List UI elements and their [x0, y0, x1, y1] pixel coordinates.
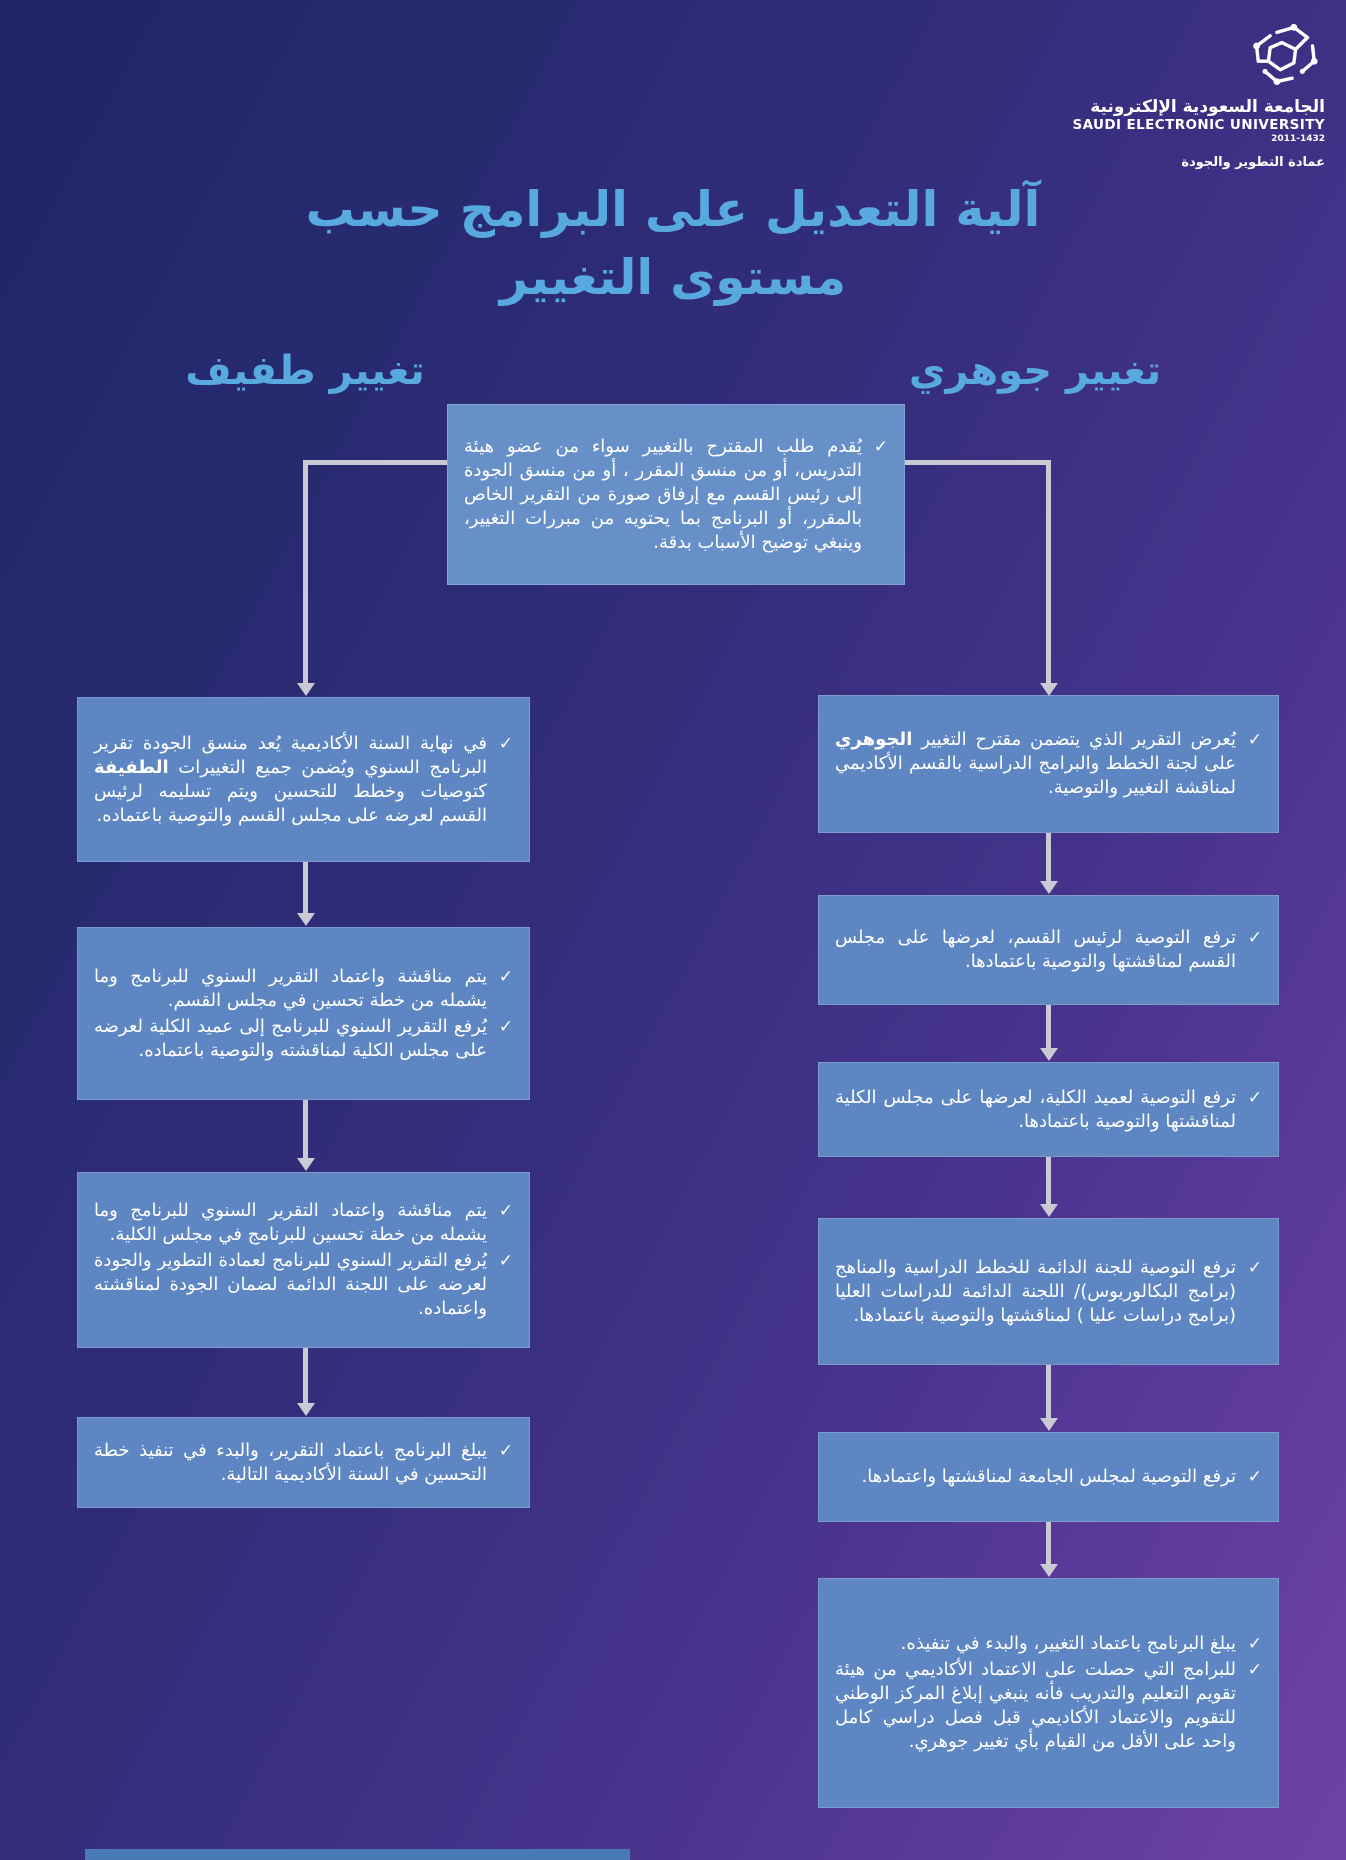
major-box-1 — [818, 695, 1279, 833]
arrow-major-4 — [1046, 1365, 1051, 1418]
bottom-decoration-bar — [85, 1849, 630, 1860]
university-logo — [1025, 22, 1325, 170]
checklist-item — [464, 435, 888, 555]
major-box-5 — [818, 1432, 1279, 1522]
checklist-item — [94, 1249, 513, 1321]
checklist-item — [94, 732, 513, 828]
checklist-item — [835, 1658, 1262, 1754]
checklist-item-text: ترفع التوصية لرئيس القسم، لعرضها على مجلس القسم لمناقشتها والتوصية باعتمادها. — [835, 927, 1236, 972]
connector-line-minor-vertical — [303, 460, 308, 684]
checklist-item-text: ترفع التوصية لعميد الكلية، لعرضها على مجلس الكلية لمناقشتها والتوصية باعتمادها. — [835, 1086, 1236, 1132]
checklist-item-text: يُرفع التقرير السنوي للبرنامج لعمادة التطوير والجودة لعرضه على اللجنة الدائمة لضمان الجودة لمناقشته واعتماده. — [94, 1250, 487, 1319]
checklist-item — [835, 1632, 1262, 1656]
page-title — [0, 176, 1346, 311]
university-logo-icon — [1243, 22, 1321, 92]
check-icon: ✓ — [1247, 1087, 1262, 1108]
check-icon: ✓ — [873, 436, 888, 457]
arrow-down-icon — [1040, 1564, 1058, 1577]
check-icon: ✓ — [498, 1016, 513, 1037]
minor-box-2 — [77, 927, 530, 1100]
check-icon: ✓ — [1247, 928, 1262, 948]
page-title-line1: آلية التعديل على البرامج حسب — [305, 181, 1041, 238]
checklist-item — [835, 728, 1262, 800]
arrow-down-icon — [1040, 683, 1058, 696]
checklist-item-text: يتم مناقشة واعتماد التقرير السنوي للبرنامج وما يشمله من خطة تحسين للبرنامج في مجلس الكلية. — [94, 1200, 487, 1245]
checklist-item-text: يُعرض التقرير الذي يتضمن مقترح التغيير الجوهري على لجنة الخطط والبرامج الدراسية بالقسم الأكاديمي لمناقشة التغيير والتوصية. — [835, 729, 1236, 798]
minor-box-3 — [77, 1172, 530, 1348]
minor-box-1 — [77, 697, 530, 862]
major-change-header: تغيير جوهري — [908, 348, 1162, 394]
arrow-major-3 — [1046, 1157, 1051, 1204]
minor-box-4 — [77, 1417, 530, 1508]
connector-line-minor — [303, 460, 447, 465]
arrow-down-icon — [1040, 881, 1058, 894]
arrow-down-icon — [297, 1403, 315, 1416]
connector-line-major — [905, 460, 1051, 465]
major-box-6 — [818, 1578, 1279, 1808]
checklist-item — [835, 1465, 1262, 1489]
deanship-label: عمادة التطوير والجودة — [1181, 155, 1325, 171]
checklist-item-text: ترفع التوصية للجنة الدائمة للخطط الدراسية والمناهج (برامج البكالوريوس)/ اللجنة الدائمة للدراسات العليا (برامج دراسات عليا ) لمناقشتها والتوصية باعتمادها. — [835, 1256, 1236, 1326]
check-icon: ✓ — [1247, 1257, 1262, 1278]
check-icon: ✓ — [1247, 1660, 1262, 1680]
check-icon: ✓ — [498, 966, 513, 987]
arrow-down-icon — [1040, 1204, 1058, 1217]
check-icon: ✓ — [1247, 1467, 1262, 1487]
major-box-4 — [818, 1218, 1279, 1365]
arrow-down-icon — [297, 683, 315, 696]
checklist-item — [835, 1086, 1262, 1134]
arrow-minor-3 — [303, 1348, 308, 1403]
arrow-down-icon — [1040, 1048, 1058, 1061]
check-icon: ✓ — [498, 1201, 513, 1221]
check-icon: ✓ — [498, 733, 513, 754]
checklist-item — [94, 1015, 513, 1063]
checklist-item-text: للبرامج التي حصلت على الاعتماد الأكاديمي من هيئة تقويم التعليم والتدريب فأنه ينبغي إبلاغ المركز الوطني للتقويم والاعتماد الأكاديمي قبل فصل دراسي كامل واحد على الأقل من القيام بأي تغيير جوهري. — [835, 1659, 1236, 1752]
checklist-item — [835, 926, 1262, 974]
arrow-minor-2 — [303, 1100, 308, 1158]
arrow-down-icon — [1040, 1418, 1058, 1431]
university-name-english: SAUDI ELECTRONIC UNIVERSITY — [1072, 116, 1325, 133]
arrow-minor-1 — [303, 862, 308, 913]
check-icon: ✓ — [1247, 1634, 1262, 1654]
checklist-item-text: ترفع التوصية لمجلس الجامعة لمناقشتها واعتمادها. — [861, 1466, 1236, 1487]
university-years: 2011-1432 — [1271, 133, 1325, 144]
checklist-item-text: يُرفع التقرير السنوي للبرنامج إلى عميد الكلية لعرضه على مجلس الكلية لمناقشته والتوصية باعتماده. — [94, 1015, 487, 1061]
connector-line-major-vertical — [1046, 460, 1051, 684]
university-name-arabic: الجامعة السعودية الإلكترونية — [1090, 97, 1325, 117]
checklist-item-text: في نهاية السنة الأكاديمية يُعد منسق الجودة تقرير البرنامج السنوي ويُضمن جميع التغييرات الطفيفة كتوصيات وخطط للتحسين ويتم تسليمه لرئيس القسم لعرضه على مجلس القسم والتوصية باعتماده. — [94, 732, 487, 826]
checklist-item-text: يبلغ البرنامج باعتماد التقرير، والبدء في تنفيذ خطة التحسين في السنة الأكاديمية التالية. — [94, 1439, 487, 1485]
arrow-major-5 — [1046, 1522, 1051, 1564]
check-icon: ✓ — [1247, 730, 1262, 750]
minor-change-header: تغيير طفيف — [185, 348, 425, 394]
check-icon: ✓ — [498, 1440, 513, 1461]
checklist-item-text: يبلغ البرنامج باعتماد التغيير، والبدء في تنفيذه. — [900, 1633, 1236, 1654]
checklist-item — [94, 1439, 513, 1487]
arrow-major-1 — [1046, 833, 1051, 881]
checklist-item — [94, 965, 513, 1013]
page-title-line2: مستوى التغيير — [499, 248, 847, 306]
checklist-item — [94, 1199, 513, 1247]
check-icon: ✓ — [498, 1251, 513, 1271]
arrow-major-2 — [1046, 1005, 1051, 1048]
checklist-item-text: يُقدم طلب المقترح بالتغيير سواء من عضو هيئة التدريس، أو من منسق المقرر ، أو من منسق الجودة إلى رئيس القسم مع إرفاق صورة من التقرير الخاص بالمقرر، أو البرنامج بما يحتويه من مبررات التغيير، وينبغي توضيح الأسباب بدقة. — [464, 435, 862, 553]
major-box-3 — [818, 1062, 1279, 1157]
checklist-item — [835, 1256, 1262, 1328]
arrow-down-icon — [297, 913, 315, 926]
start-box — [447, 404, 905, 585]
major-box-2 — [818, 895, 1279, 1005]
checklist-item-text: يتم مناقشة واعتماد التقرير السنوي للبرنامج وما يشمله من خطة تحسين في مجلس القسم. — [94, 965, 487, 1011]
arrow-down-icon — [297, 1158, 315, 1171]
